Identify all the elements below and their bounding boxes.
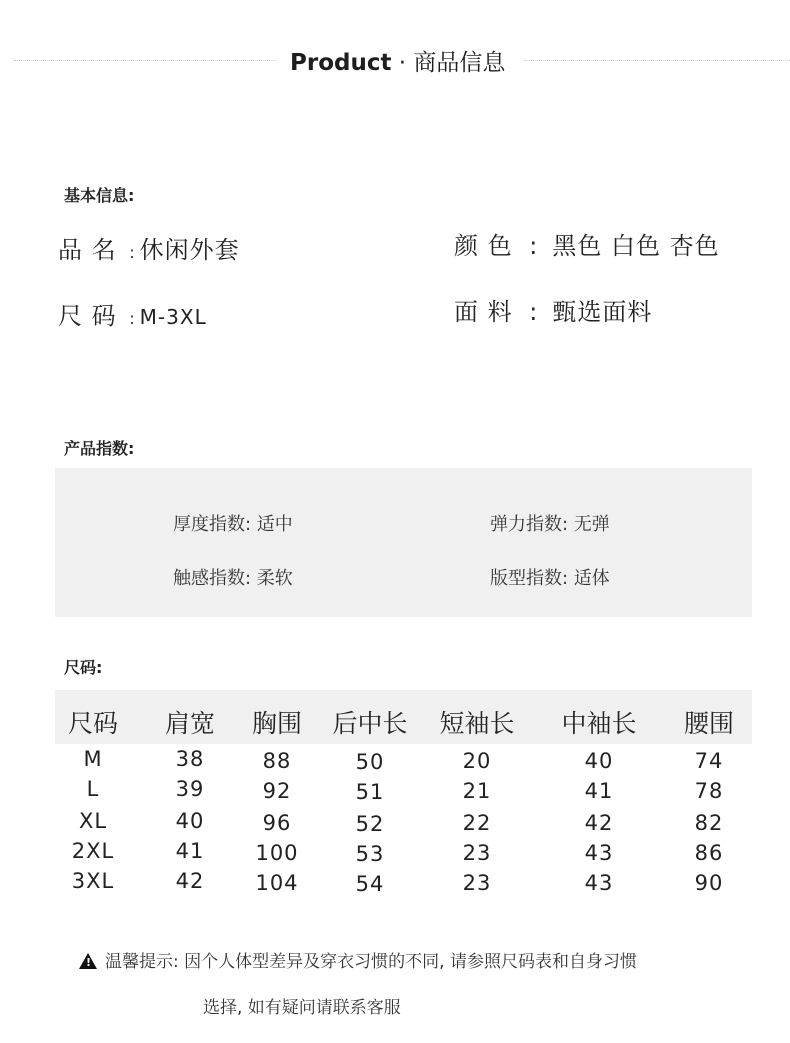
table-cell: 40 (584, 749, 614, 773)
title-en: Product (290, 50, 392, 76)
product-name-row (58, 230, 240, 265)
warning-icon (79, 953, 97, 969)
table-cell: 96 (262, 811, 292, 835)
table-cell: 50 (355, 750, 385, 774)
col-header-waist: 腰围 (683, 709, 735, 738)
table-cell: 23 (462, 871, 492, 895)
size-range-colon: : (129, 309, 136, 328)
indices-panel (55, 468, 752, 617)
col-header-shoulder: 肩宽 (164, 709, 216, 738)
table-cell: 90 (694, 871, 724, 895)
table-cell: 22 (462, 811, 492, 835)
color-row (454, 226, 720, 261)
table-cell: 21 (462, 779, 492, 803)
table-cell: 78 (694, 779, 724, 803)
table-cell: 3XL (71, 869, 115, 893)
table-cell: 2XL (71, 839, 115, 863)
size-range-label: 尺 码 (58, 302, 117, 330)
table-cell: 54 (355, 872, 385, 896)
header-divider-left (14, 60, 276, 61)
product-name-value: 休闲外套 (139, 236, 240, 264)
table-cell: 41 (584, 779, 614, 803)
col-header-size: 尺码 (67, 709, 119, 738)
table-cell: 43 (584, 841, 614, 865)
table-cell: 40 (175, 809, 205, 833)
table-cell: XL (78, 809, 108, 833)
table-cell: 82 (694, 811, 724, 835)
table-cell: 88 (262, 749, 292, 773)
table-cell: L (86, 777, 100, 801)
table-cell: 51 (355, 780, 385, 804)
tip-line-2: 选择, 如有疑问请联系客服 (203, 998, 401, 1018)
table-cell: 39 (175, 777, 205, 801)
fit-index: 版型指数: 适体 (490, 568, 610, 589)
fabric-colon: : (529, 298, 539, 326)
table-cell: 43 (584, 871, 614, 895)
table-cell: 42 (584, 811, 614, 835)
fabric-label: 面 料 (454, 298, 513, 326)
table-cell: 42 (175, 869, 205, 893)
elasticity-index: 弹力指数: 无弹 (490, 514, 610, 535)
col-header-back-length: 后中长 (332, 709, 408, 738)
product-name-colon: : (129, 243, 136, 262)
table-cell: 23 (462, 841, 492, 865)
table-cell: 41 (175, 839, 205, 863)
table-cell: 100 (255, 841, 299, 865)
color-value: 黑色 白色 杏色 (552, 232, 720, 260)
fabric-row (454, 292, 652, 327)
size-range-row (58, 296, 207, 331)
tip-text-1: 温馨提示: 因个人体型差异及穿衣习惯的不同, 请参照尺码表和自身习惯 (105, 952, 637, 972)
page-header (0, 42, 790, 78)
color-colon: : (529, 232, 539, 260)
size-table-title: 尺码: (64, 658, 103, 677)
table-cell: 92 (262, 779, 292, 803)
size-range-value: M-3XL (139, 305, 207, 329)
table-cell: 104 (255, 871, 299, 895)
fabric-value: 甄选面料 (552, 298, 653, 326)
table-cell: 86 (694, 841, 724, 865)
thickness-index: 厚度指数: 适中 (173, 514, 293, 535)
table-cell: 53 (355, 842, 385, 866)
title-cn: 商品信息 (413, 50, 506, 76)
feel-index: 触感指数: 柔软 (173, 568, 293, 589)
tip-line-1 (79, 947, 637, 972)
table-cell: M (83, 747, 103, 771)
header-divider-right (524, 60, 790, 61)
col-header-short-sleeve: 短袖长 (439, 709, 515, 738)
color-label: 颜 色 (454, 232, 513, 260)
col-header-mid-sleeve: 中袖长 (561, 709, 637, 738)
title-sep: · (391, 50, 414, 76)
table-cell: 52 (355, 812, 385, 836)
col-header-chest: 胸围 (251, 709, 303, 738)
product-name-label: 品 名 (58, 236, 117, 264)
indices-title: 产品指数: (64, 439, 135, 458)
basic-info-title: 基本信息: (64, 186, 135, 205)
table-cell: 20 (462, 749, 492, 773)
table-cell: 74 (694, 749, 724, 773)
page-title (290, 44, 505, 77)
table-cell: 38 (175, 747, 205, 771)
